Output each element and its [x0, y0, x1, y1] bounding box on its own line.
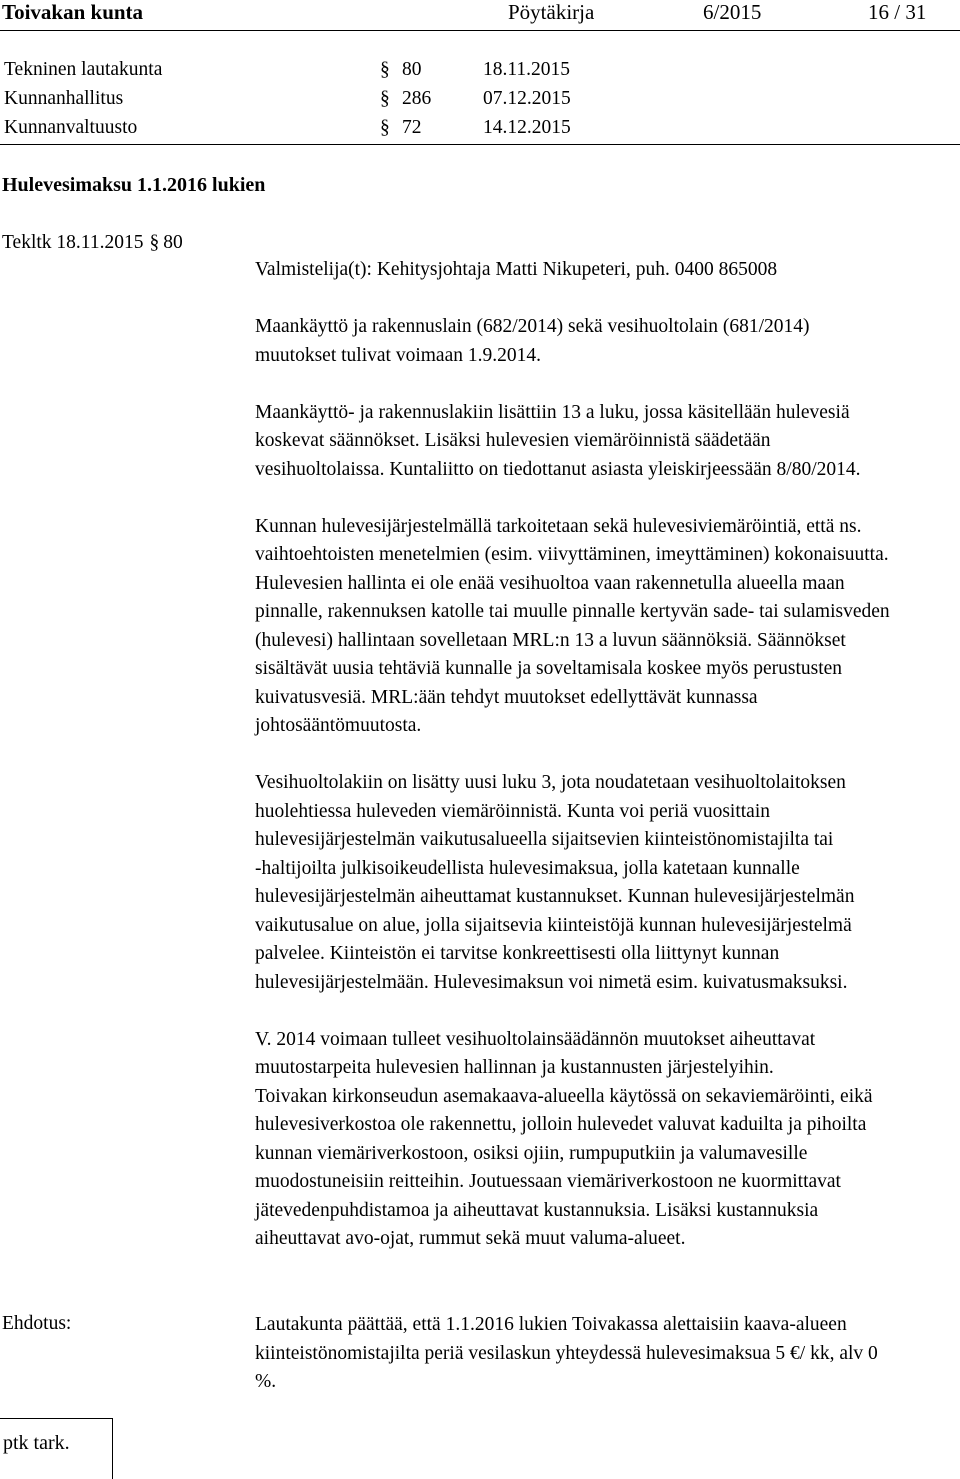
section-sign: § — [380, 88, 390, 109]
text-line: Vesihuoltolakiin on lisätty uusi luku 3, jota noudatetaan vesihuoltolaitoksen — [255, 772, 846, 793]
trail-row — [0, 85, 960, 113]
trail-number: 286 — [402, 88, 432, 109]
section-sign: § — [149, 232, 160, 253]
text-line: -haltijoilta julkisoikeudellista hulevesimaksua, jolla katetaan kunnalle — [255, 857, 800, 879]
text-line: V. 2014 voimaan tulleet vesihuoltolainsäädännön muutokset aiheuttavat — [255, 1028, 816, 1050]
text-line: (hulevesi) hallintaan sovelletaan MRL:n 13 a luvun säännöksiä. Säännökset — [255, 629, 846, 651]
reference-label: Tekltk 18.11.2015 — [2, 232, 144, 253]
organization-name: Toivakan kunta — [2, 0, 144, 24]
paragraph — [255, 1026, 955, 1254]
text-line: hulevesijärjestelmän vaikutusalueella sijaitsevien kiinteistönomistajilta tai — [255, 829, 834, 850]
text-line: kiinteistönomistajilta periä vesilaskun yhteydessä hulevesimaksua 5 €/ kk, alv 0 — [255, 1342, 878, 1364]
section-sign: § — [380, 117, 390, 138]
text-line: muodostuneisiin reitteihin. Joutuessaan viemäriverkostoon ne kuormittavat — [255, 1171, 841, 1192]
agenda-title: Hulevesimaksu 1.1.2016 lukien — [2, 174, 266, 196]
text-line: Lautakunta päättää, että 1.1.2016 lukien Toivakassa alettaisiin kaava-alueen — [255, 1314, 847, 1335]
text-line: koskevat säännökset. Lisäksi hulevesien viemäröinnistä säädetään — [255, 430, 771, 451]
text-line: %. — [255, 1371, 277, 1392]
document-type: Pöytäkirja — [508, 0, 595, 24]
text-line: Maankäyttö ja rakennuslain (682/2014) sekä vesihuoltolain (681/2014) — [255, 316, 810, 337]
trail-date: 14.12.2015 — [483, 117, 571, 138]
text-line: vesihuoltolaissa. Kuntaliitto on tiedottanut asiasta yleiskirjeessään 8/80/2014. — [255, 458, 861, 480]
text-line: vaikutusalue on alue, jolla sijaitsevia kiinteistöjä kunnan hulevesijärjestelmä — [255, 914, 852, 936]
text-line: aiheuttavat avo-ojat, rummut sekä muut valuma-alueet. — [255, 1228, 686, 1249]
trail-date: 18.11.2015 — [483, 59, 571, 80]
paragraph — [255, 399, 955, 485]
text-line: kunnan viemäriverkostoon, osiksi ojiin, rumpuputkiin ja valumavesille — [255, 1142, 808, 1164]
reference-line — [2, 229, 183, 257]
reference-number: 80 — [163, 232, 183, 253]
trail-row — [0, 114, 960, 142]
text-line: hulevesiverkostoa ole rakennettu, jolloin hulevedet valuvat kaduilta ja pihoilta — [255, 1114, 867, 1135]
text-line: vaihtoehtoisten menetelmien (esim. viivyttäminen, imeyttäminen) kokonaisuutta. — [255, 544, 889, 565]
text-line: Maankäyttö- ja rakennuslakiin lisättiin 13 a luku, jossa käsitellään hulevesiä — [255, 401, 850, 423]
trail-organ: Tekninen lautakunta — [4, 59, 163, 80]
body-text — [255, 256, 955, 1254]
trail-organ: Kunnanvaltuusto — [4, 117, 138, 138]
text-line: jätevedenpuhdistamoa ja aiheuttavat kustannuksia. Lisäksi kustannuksia — [255, 1199, 819, 1221]
text-line: Hulevesien hallinta ei ole enää vesihuoltoa vaan rakennetulla alueella maan — [255, 572, 845, 594]
paragraph — [255, 313, 955, 370]
trail-number: 80 — [402, 59, 422, 80]
proposal-label: Ehdotus: — [2, 1313, 72, 1334]
text-line: hulevesijärjestelmän aiheuttamat kustannukset. Kunnan hulevesijärjestelmän — [255, 886, 855, 907]
proposal-text — [255, 1311, 960, 1397]
text-line: hulevesijärjestelmään. Hulevesimaksun voi nimetä esim. kuivatusmaksuksi. — [255, 971, 848, 993]
trail-row — [0, 56, 960, 84]
processing-trail — [0, 56, 960, 145]
section-sign: § — [380, 59, 390, 80]
trail-date: 07.12.2015 — [483, 88, 571, 109]
text-line: huolehtiessa huleveden viemäröinnistä. Kunta voi periä vuosittain — [255, 800, 770, 822]
text-line: sisältävät uusia tehtäviä kunnalle ja soveltamisala koskee myös perustusten — [255, 658, 843, 679]
minutes-check-box — [0, 1418, 113, 1479]
text-line: muutokset tulivat voimaan 1.9.2014. — [255, 344, 541, 366]
text-line: muutostarpeita hulevesien hallinnan ja kustannusten järjestelyihin. — [255, 1057, 774, 1078]
trail-number: 72 — [402, 117, 422, 138]
document-number: 6/2015 — [703, 0, 762, 24]
text-line: Toivakan kirkonseudun asemakaava-alueella käytössä on sekaviemäröinti, eikä — [255, 1085, 873, 1107]
page-number: 16 / 31 — [868, 0, 927, 24]
preparer-line: Valmistelija(t): Kehitysjohtaja Matti Nikupeteri, puh. 0400 865008 — [255, 259, 778, 280]
text-line: kuivatusvesiä. MRL:ään tehdyt muutokset edellyttävät kunnassa — [255, 686, 758, 708]
minutes-check-label: ptk tark. — [3, 1432, 70, 1454]
text-line: pinnalle, rakennuksen katolle tai muulle pinnalle kertyvän sade- tai sulamisveden — [255, 601, 890, 622]
text-line: palvelee. Kiinteistön ei tarvitse konkreettisesti olla liittynyt kunnan — [255, 943, 780, 964]
paragraph — [255, 769, 955, 997]
text-line: johtosääntömuutosta. — [255, 715, 422, 736]
page-header — [0, 0, 960, 31]
trail-organ: Kunnanhallitus — [4, 88, 124, 109]
text-line: Kunnan hulevesijärjestelmällä tarkoitetaan sekä hulevesiviemäröintiä, että ns. — [255, 515, 862, 537]
paragraph — [255, 513, 955, 741]
